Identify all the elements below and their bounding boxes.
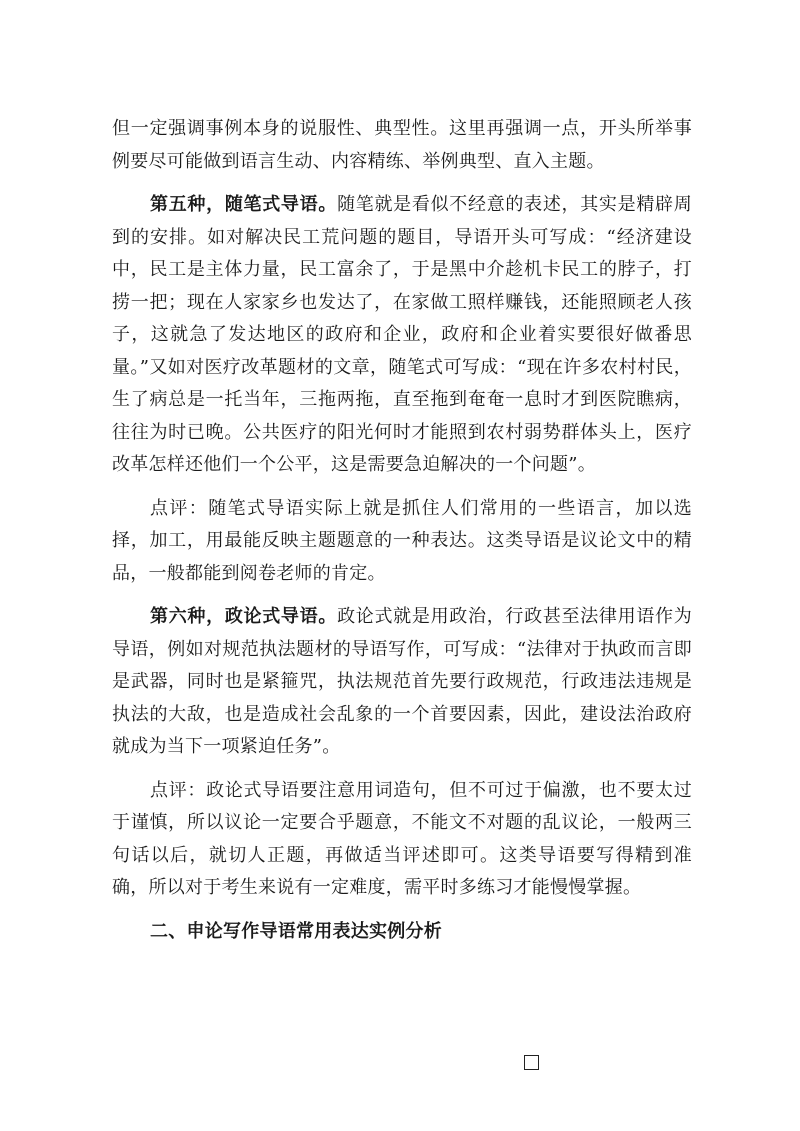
paragraph-4-text: 政论式就是用政治，行政甚至法律用语作为导语，例如对规范执法题材的导语写作，可写成：“法律对于执政而言即是武器，同时也是紧箍咒，执法规范首先要行政规范，行政违法违规是执法的大敌，也是造成社会乱象的一个首要因素，因此，建设法治政府就成为当下一项紧迫任务”。: [112, 606, 693, 757]
document-body: [112, 113, 692, 948]
paragraph-4: [112, 601, 692, 764]
section-heading: 二、申论写作导语常用表达实例分析: [150, 920, 442, 942]
paragraph-2: [112, 189, 692, 482]
checkbox-marker: [524, 1055, 539, 1070]
paragraph-4-lead: 第六种，政论式导语。: [150, 606, 338, 627]
paragraph-3-text: 点评：随笔式导语实际上就是抓住人们常用的一些语言，加以选择，加工，用最能反映主题题意的一种表达。这类导语是议论文中的精品，一般都能到阅卷老师的肯定。: [112, 497, 692, 584]
paragraph-2-text: 随笔就是看似不经意的表述，其实是精辟周到的安排。如对解决民工荒问题的题目，导语开头可写成：“经济建设中，民工是主体力量，民工富余了，于是黑中介趁机卡民工的脖子，打捞一把；现在人家家乡也发达了，在家做工照样赚钱，还能照顾老人孩子，这就急了发达地区的政府和企业，政府和企业着实要很好做番思量。”又如对医疗改革题材的文章，随笔式可写成：“现在许多农村村民，生了病总是一托当年，三拖两拖，直至拖到奄奄一息时才到医院瞧病，往往为时已晚。公共医疗的阳光何时才能照到农村弱势群体头上，医疗改革怎样还他们一个公平，这是需要急迫解决的一个问题”。: [112, 194, 693, 475]
paragraph-2-lead: 第五种，随笔式导语。: [150, 194, 338, 215]
paragraph-5-text: 点评：政论式导语要注意用词造句，但不可过于偏激，也不要太过于谨慎，所以议论一定要合乎题意，不能文不对题的乱议论，一般两三句话以后，就切人正题，再做适当评述即可。这类导语要写得精到准确，所以对于考生来说有一定难度，需平时多练习才能慢慢掌握。: [112, 779, 692, 898]
paragraph-3: [112, 493, 692, 591]
paragraph-1: [112, 113, 692, 178]
paragraph-5: [112, 775, 692, 905]
paragraph-1-text: 但一定强调事例本身的说服性、典型性。这里再强调一点，开头所举事例要尽可能做到语言生动、内容精练、举例典型、直入主题。: [112, 118, 692, 172]
